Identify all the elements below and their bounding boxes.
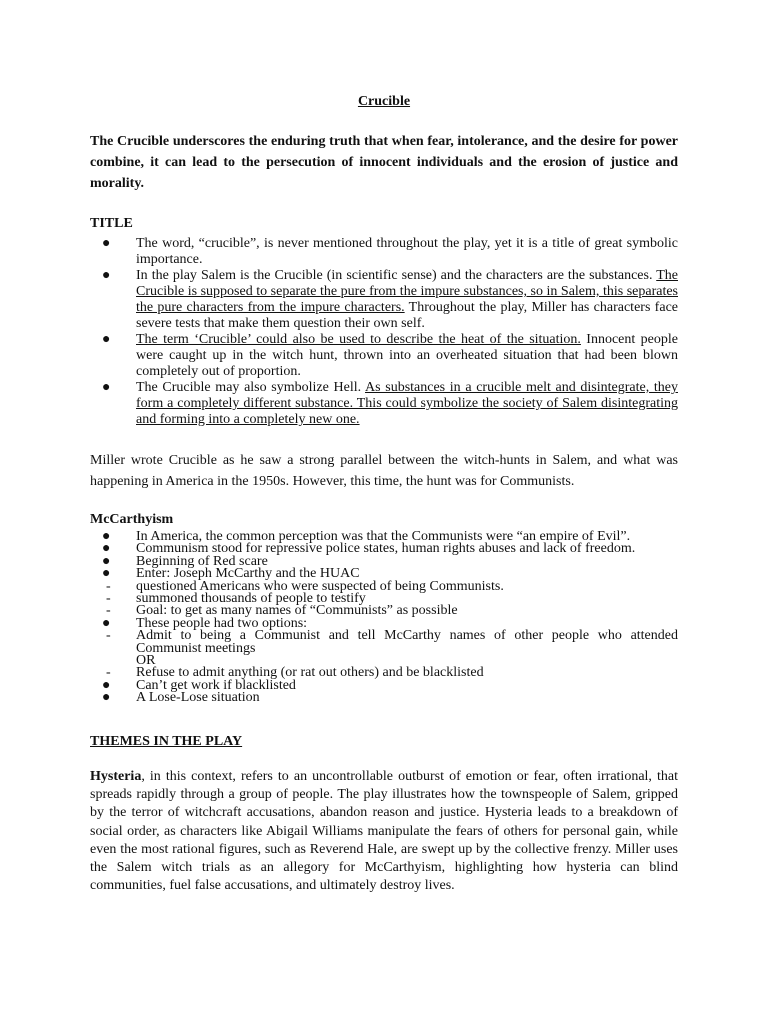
intro-paragraph: The Crucible underscores the enduring truth that when fear, intolerance, and the desire for power combine, it can lead to the persecution of innocent individuals and the erosion of justice and morality. <box>90 134 678 191</box>
dash-marker: - <box>106 603 111 619</box>
bullet-marker: ● <box>102 380 111 395</box>
item-text: Beginning of Red scare <box>136 553 268 569</box>
mccarthyism-list <box>90 531 678 705</box>
mccarthyism-item <box>90 692 678 704</box>
dash-marker: - <box>106 591 111 607</box>
title-bullet-4 <box>90 380 678 428</box>
bullet-marker: ● <box>102 541 111 557</box>
item-text: These people had two options: <box>136 615 308 631</box>
dash-marker: - <box>106 578 111 594</box>
bullet-marker: ● <box>102 566 111 582</box>
bullet-text: In the play Salem is the Crucible (in scientific sense) and the characters are the substances. <box>136 268 657 283</box>
bullet-marker: ● <box>102 529 111 544</box>
bullet-marker: ● <box>102 553 111 569</box>
underlined-text: As substances in a crucible melt and disintegrate, they form a completely different substance. This could symbolize the society of Salem disintegrating and forming into a completely new one. <box>136 380 678 427</box>
title-bullet-2 <box>90 268 678 332</box>
title-section-heading: TITLE <box>90 216 133 231</box>
item-text: Refuse to admit anything (or rat out others) and be blacklisted <box>136 665 484 681</box>
themes-heading: THEMES IN THE PLAY <box>90 734 243 749</box>
item-text: Communism stood for repressive police states, human rights abuses and lack of freedom. <box>136 541 636 557</box>
title-bullet-1 <box>90 236 678 268</box>
mccarthyism-heading: McCarthyism <box>90 512 174 527</box>
title-bullet-list <box>90 236 678 428</box>
title-bullet-3 <box>90 332 678 380</box>
bullet-text: The word, “crucible”, is never mentioned throughout the play, yet it is a title of great symbolic importance. <box>136 236 678 267</box>
bullet-text: The Crucible may also symbolize Hell. <box>136 380 366 395</box>
hysteria-term: Hysteria <box>90 769 142 784</box>
document-title: Crucible <box>357 94 411 109</box>
item-text: questioned Americans who were suspected of being Communists. <box>136 578 504 594</box>
bullet-marker: ● <box>102 236 111 251</box>
dash-marker: - <box>106 628 111 644</box>
bullet-marker: ● <box>102 332 111 347</box>
item-text: Goal: to get as many names of “Communists” as possible <box>136 603 458 619</box>
item-text: In America, the common perception was that the Communists were “an empire of Evil”. <box>136 529 631 544</box>
mccarthyism-item <box>90 630 678 667</box>
item-text: A Lose-Lose situation <box>136 690 260 706</box>
bullet-marker: ● <box>102 677 111 693</box>
item-text: Enter: Joseph McCarthy and the HUAC <box>136 566 360 582</box>
item-text: Can’t get work if blacklisted <box>136 677 296 693</box>
item-text: Admit to being a Communist and tell McCarthy names of other people who attended Communist meetings OR <box>136 628 678 669</box>
bullet-text: Throughout the play, Miller has characters face severe tests that make them question their own self. <box>136 300 678 331</box>
underlined-text: The term ‘Crucible’ could also be used to describe the heat of the situation. <box>136 332 581 347</box>
underlined-text: The Crucible is supposed to separate the pure from the impure substances, so in Salem, this separates the pure characters from the impure characters. <box>136 268 678 315</box>
miller-paragraph: Miller wrote Crucible as he saw a strong parallel between the witch-hunts in Salem, and what was happening in America in the 1950s. However, this time, the hunt was for Communists. <box>90 453 678 489</box>
bullet-text: Innocent people were caught up in the witch hunt, thrown into an overheated situation that had been blown completely out of proportion. <box>136 332 678 379</box>
hysteria-text: , in this context, refers to an uncontrollable outburst of emotion or fear, often irrational, that spreads rapidly through a group of people. The play illustrates how the townspeople of Salem, gripped by the terror of witchcraft accusations, abandon reason and justice. Hysteria leads to a breakdown of social order, as characters like Abigail Williams manipulate the fears of others for personal gain, while even the most rational figures, such as Reverend Hale, are swept up by the collective frenzy. Miller uses the Salem witch trials as an allegory for McCarthyism, highlighting how hysteria can blind communities, fuel false accusations, and ultimately destroy lives. <box>90 769 678 894</box>
hysteria-paragraph <box>90 768 678 895</box>
dash-marker: - <box>106 665 111 681</box>
item-text: summoned thousands of people to testify <box>136 591 366 607</box>
bullet-marker: ● <box>102 615 111 631</box>
bullet-marker: ● <box>102 268 111 283</box>
bullet-marker: ● <box>102 690 111 706</box>
